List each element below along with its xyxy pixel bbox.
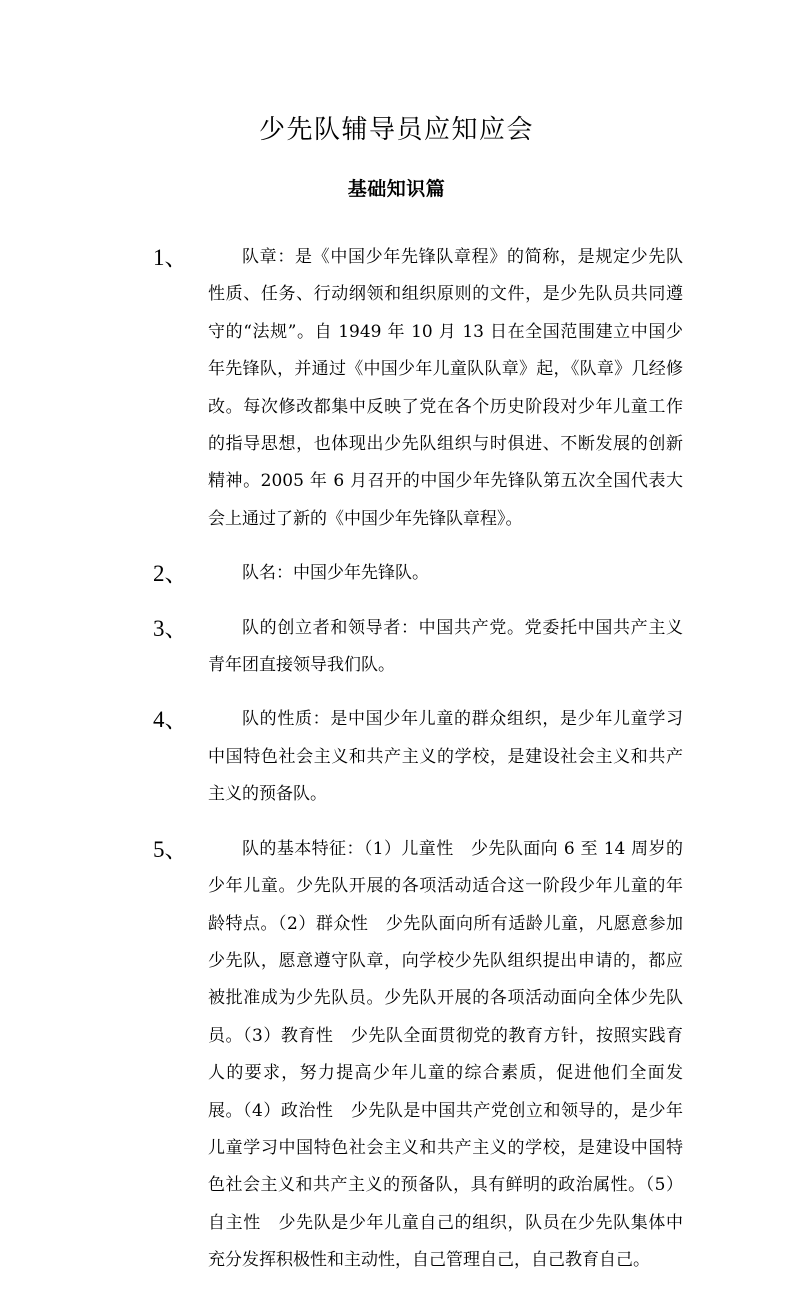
list-item-number: 2、	[153, 561, 188, 587]
list-item-number: 5、	[153, 836, 188, 862]
list-item-text: 队的性质：是中国少年儿童的群众组织，是少年儿童学习中国特色社会主义和共产主义的学校，是建设社会主义和共产主义的预备队。	[208, 709, 683, 805]
list-item-text: 队的基本特征：（1）儿童性 少先队面向 6 至 14 周岁的少年儿童。少先队开展的各项活动适合这一阶段少年儿童的年龄特点。（2）群众性 少先队面向所有适龄儿童，凡愿意参加少先队，愿意遵守队章，向学校少先队组织提出申请的，都应被批准成为少先队员。少先队开展的各项活动面向全体少先队员。（3）教育性 少先队全面贯彻党的教育方针，按照实践育人的要求，努力提高少年儿童的综合素质，促进他们全面发展。（4）政治性 少先队是中国共产党创立和领导的，是少年儿童学习中国特色社会主义和共产主义的学校，是建设中国特色社会主义和共产主义的预备队，具有鲜明的政治属性。（5）自主性 少先队是少年儿童自己的组织，队员在少先队集体中充分发挥积极性和主动性，自己管理自己，自己教育自己。	[208, 838, 683, 1271]
list-item-text: 队章：是《中国少年先锋队章程》的简称，是规定少先队性质、任务、行动纲领和组织原则的文件，是少先队员共同遵守的“法规”。自 1949 年 10 月 13 日在全国范围建立中国少年先锋队，并通过《中国少年儿童队队章》起，《队章》几经修改。每次修改都集中反映了党在各个历史阶段对少年儿童工作的指导思想，也体现出少先队组织与时俱进、不断发展的创新精神。2005 年 6 月召开的中国少年先锋队第五次全国代表大会上通过了新的《中国少年先锋队章程》。	[208, 247, 683, 529]
page-subtitle: 基础知识篇	[347, 177, 446, 200]
list-item	[153, 239, 683, 538]
list-item-text: 队名：中国少年先锋队。	[242, 563, 429, 584]
document-body	[153, 222, 683, 1297]
page-title: 少先队辅导员应知应会	[258, 115, 534, 146]
list-item-text: 队的创立者和领导者：中国共产党。党委托中国共产主义青年团直接领导我们队。	[208, 617, 683, 676]
list-item-number: 4、	[153, 707, 188, 733]
list-item	[153, 701, 683, 813]
list-item	[153, 831, 683, 1280]
list-item-number: 1、	[153, 245, 188, 270]
list-item-number: 3、	[153, 615, 188, 641]
list-item	[153, 555, 683, 592]
list-item	[153, 610, 683, 685]
